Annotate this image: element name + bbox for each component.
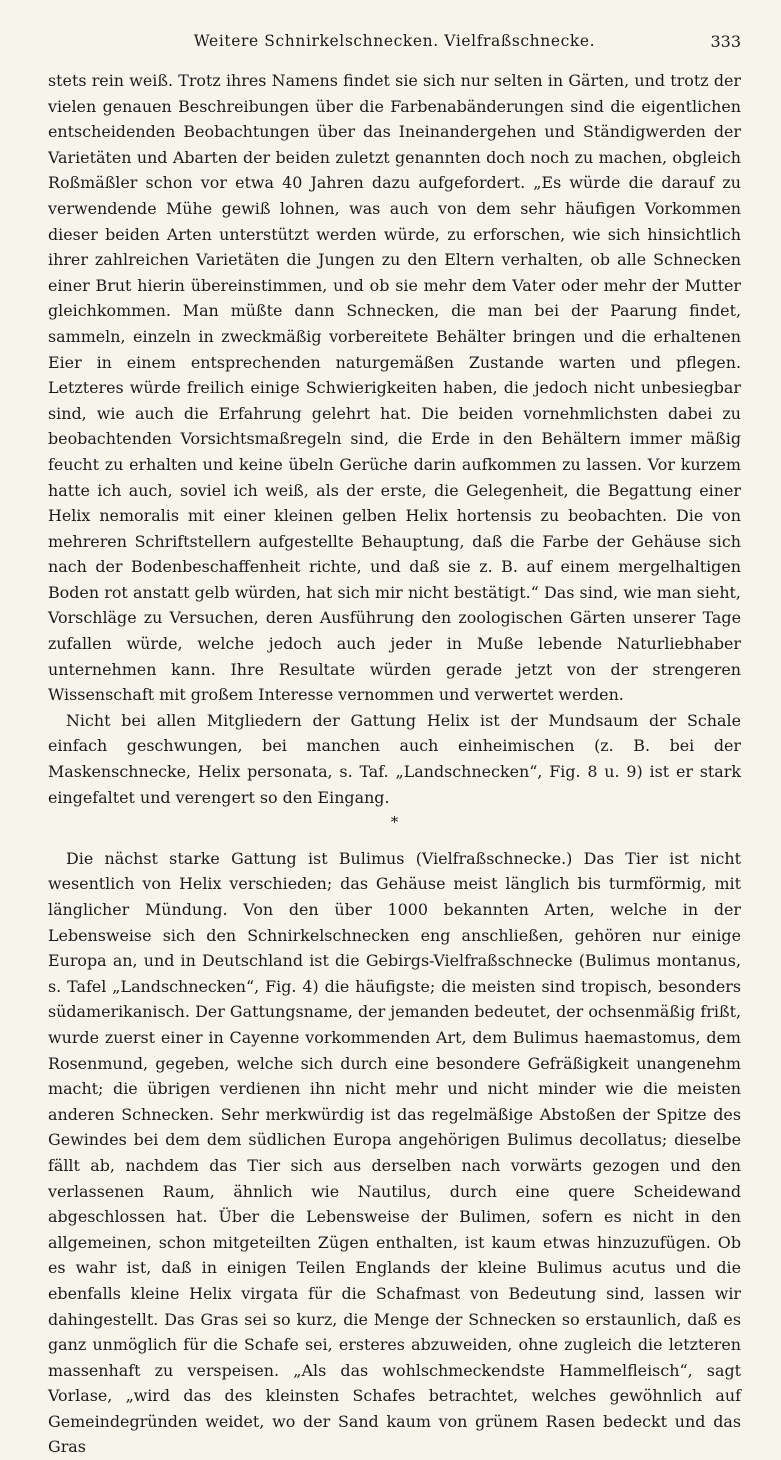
paragraph-1: stets rein weiß. Trotz ihres Namens findet sie sich nur selten in Gärten, und trotz der vielen genauen Beschreibungen über die Farbenabänderungen sind die eigentlichen entscheidenden Beobachtungen über das Ineinandergehen und Ständigwerden der Varietäten und Abarten der beiden zuletzt genannten doch noch zu machen, obgleich Roßmäßler schon vor etwa 40 Jahren dazu aufgefordert. „Es würde die darauf zu verwendende Mühe gewiß lohnen, was auch von dem sehr häufigen Vorkommen dieser beiden Arten unterstützt werden würde, zu erforschen, wie sich hinsichtlich ihrer zahlreichen Varietäten die Jungen zu den Eltern verhalten, ob alle Schnecken einer Brut hierin übereinstimmen, und ob sie mehr dem Vater oder mehr der Mutter gleichkommen. Man müßte dann Schnecken, die man bei der Paarung findet, sammeln, einzeln in zweckmäßig vorbereitete Behälter bringen und die erhaltenen Eier in einem entsprechenden naturgemäßen Zustande warten und pflegen. Letzteres würde freilich einige Schwierigkeiten haben, die jedoch nicht unbesiegbar sind, wie auch die Erfahrung gelehrt hat. Die beiden vornehmlichsten dabei zu beobachtenden Vorsichtsmaßregeln sind, die Erde in den Behältern immer mäßig feucht zu erhalten und keine übeln Gerüche darin aufkommen zu lassen. Vor kurzem hatte ich auch, soviel ich weiß, als der erste, die Gelegenheit, die Begattung einer Helix nemoralis mit einer kleinen gelben Helix hortensis zu beobachten. Die von mehreren Schriftstellern aufgestellte Behauptung, daß die Farbe der Gehäuse sich nach der Bodenbeschaffenheit richte, und daß sie z. B. auf einem mergelhaltigen Boden rot anstatt gelb würden, hat sich mir nicht bestätigt.“ Das sind, wie man sieht, Vorschläge zu Versuchen, deren Ausführung den zoologischen Gärten unserer Tage zufallen würde, welche jedoch auch jeder in Muße lebende Naturliebhaber unternehmen kann. Ihre Resultate würden gerade jetzt von der strengeren Wissenschaft mit großem Interesse vernommen und verwertet werden. (48, 71, 741, 705)
body-text (48, 68, 741, 1460)
section-separator: * (390, 813, 399, 832)
running-title: Weitere Schnirkelschnecken. Vielfraßschnecke. (193, 32, 596, 50)
separator-spacer (48, 836, 741, 846)
paragraph-3: Die nächst starke Gattung ist Bulimus (Vielfraßschnecke.) Das Tier ist nicht wesentlich von Helix verschieden; das Gehäuse meist länglich bis turmförmig, mit länglicher Mündung. Von den über 1000 bekannten Arten, welche in der Lebensweise sich den Schnirkelschnecken eng anschließen, gehören nur einige Europa an, und in Deutschland ist die Gebirgs-Vielfraßschnecke (Bulimus montanus, s. Tafel „Landschnecken“, Fig. 4) die häufigste; die meisten sind tropisch, besonders südamerikanisch. Der Gattungsname, der jemanden bedeutet, der ochsenmäßig frißt, wurde zuerst einer in Cayenne vorkommenden Art, dem Bulimus haemastomus, dem Rosenmund, gegeben, welche sich durch eine besondere Gefräßigkeit unangenehm macht; die übrigen verdienen ihn nicht mehr und nicht minder wie die meisten anderen Schnecken. Sehr merkwürdig ist das regelmäßige Abstoßen der Spitze des Gewindes bei dem dem südlichen Europa angehörigen Bulimus decollatus; dieselbe fällt ab, nachdem das Tier sich aus derselben nach vorwärts gezogen und den verlassenen Raum, ähnlich wie Nautilus, durch eine quere Scheidewand abgeschlossen hat. Über die Lebensweise der Bulimen, sofern es nicht in den allgemeinen, schon mitgeteilten Zügen enthalten, ist kaum etwas hinzuzufügen. Ob es wahr ist, daß in einigen Teilen Englands der kleine Bulimus acutus und die ebenfalls kleine Helix virgata für die Schafmast von Bedeutung sind, lassen wir dahingestellt. Das Gras sei so kurz, die Menge der Schnecken so erstaunlich, daß es ganz unmöglich für die Schafe sei, ersteres abzuweiden, ohne zugleich die letzteren massenhaft zu verspeisen. „Als das wohlschmeckendste Hammelfleisch“, sagt Vorlase, „wird das des kleinsten Schafes betrachtet, welches gewöhnlich auf Gemeindegründen weidet, wo der Sand kaum von grünem Rasen bedeckt und das Gras (48, 848, 741, 1457)
page-number: 333 (710, 32, 741, 51)
paragraph-2: Nicht bei allen Mitgliedern der Gattung Helix ist der Mundsaum der Schale einfach geschwungen, bei manchen auch einheimischen (z. B. bei der Maskenschnecke, Helix personata, s. Taf. „Landschnecken“, Fig. 8 u. 9) ist er stark eingefaltet und verengert so den Eingang. (48, 710, 741, 807)
running-head (48, 32, 741, 56)
